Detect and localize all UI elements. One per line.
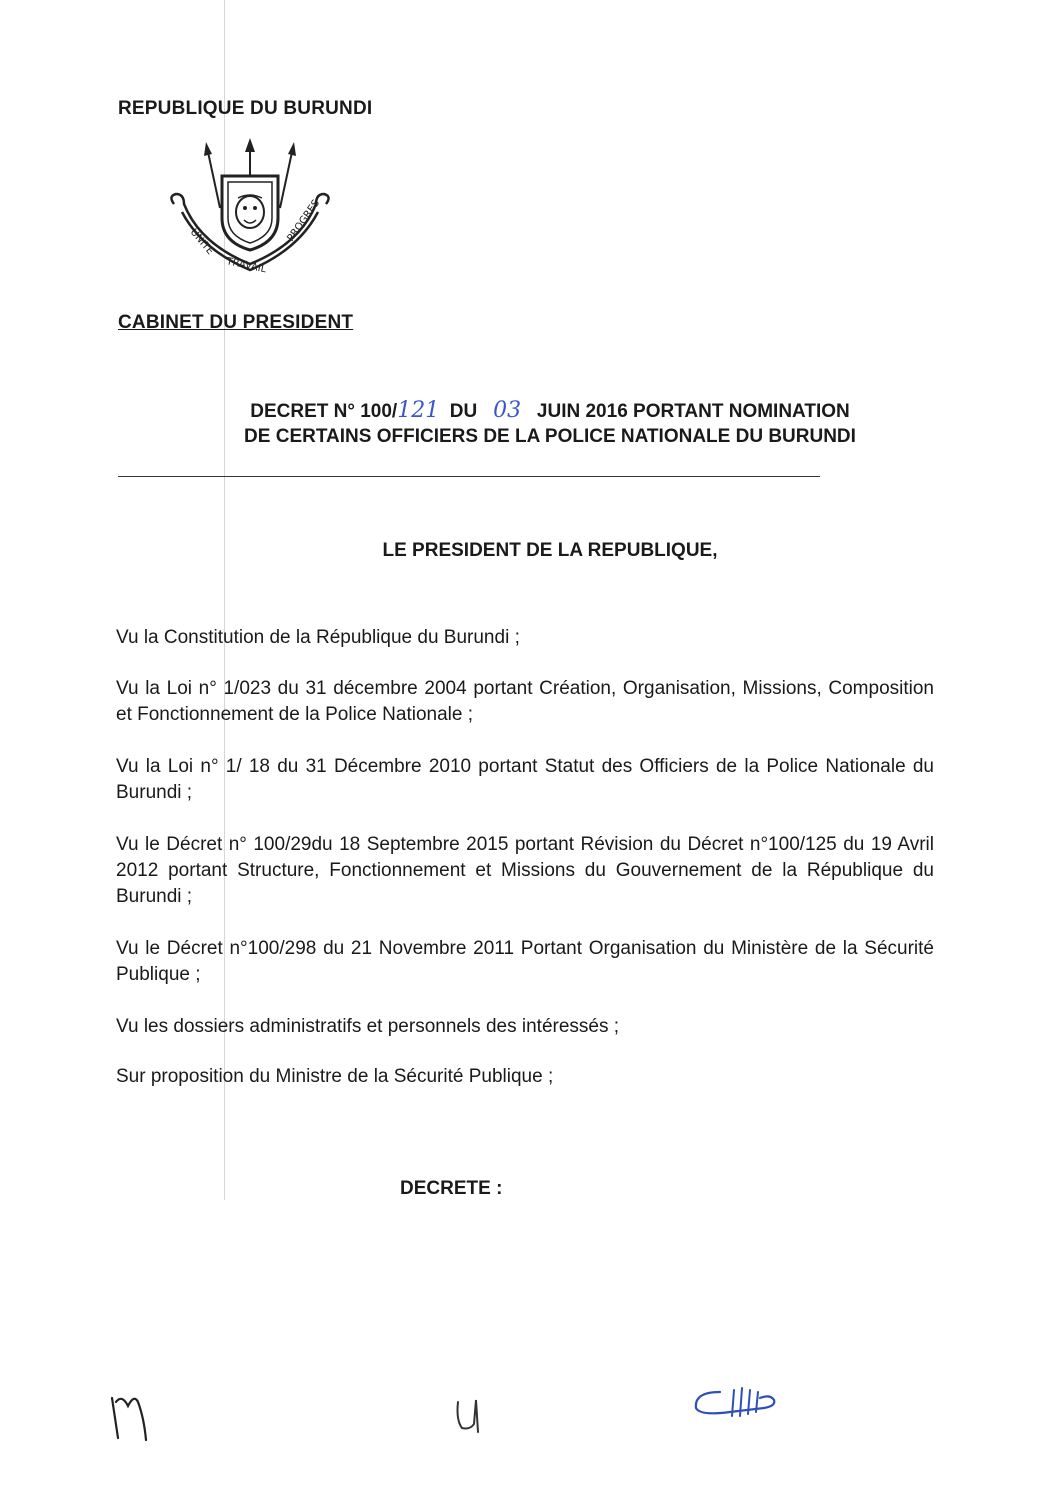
cabinet-header: CABINET DU PRESIDENT bbox=[118, 312, 354, 333]
preamble-paragraph: Vu le Décret n° 100/29du 18 Septembre 2015 portant Révision du Décret n°100/125 du 19 Avril 2012 portant Structure, Fonctionnement et Missions du Gouvernement de la République du Burundi ; bbox=[116, 834, 934, 907]
handwritten-decree-number: 121 bbox=[397, 398, 440, 423]
svg-text:UNITE: UNITE bbox=[187, 226, 216, 258]
burundi-coat-of-arms-icon bbox=[160, 138, 340, 278]
svg-text:TRAVAIL: TRAVAIL bbox=[225, 256, 268, 276]
initial-paraph-middle bbox=[452, 1396, 488, 1436]
preamble-paragraph: Vu la Loi n° 1/023 du 31 décembre 2004 portant Création, Organisation, Missions, Composition et Fonctionnement de la Police Nationale ; bbox=[116, 678, 934, 725]
handwritten-decree-day: 03 bbox=[493, 398, 522, 423]
decree-title-line-1 bbox=[20, 398, 1060, 423]
preamble-paragraph: Sur proposition du Ministre de la Sécurité Publique ; bbox=[116, 1066, 554, 1087]
preamble-paragraph: Vu les dossiers administratifs et personnels des intéressés ; bbox=[116, 1016, 620, 1037]
initial-paraph-left bbox=[108, 1388, 158, 1444]
decree-title-suffix: JUIN 2016 PORTANT NOMINATION bbox=[536, 401, 850, 422]
decree-number-prefix: DECRET N° 100/ bbox=[250, 401, 398, 422]
preamble-paragraph: Vu la Constitution de la République du Burundi ; bbox=[116, 627, 520, 648]
preamble-paragraph: Vu le Décret n°100/298 du 21 Novembre 2011 Portant Organisation du Ministère de la Sécurité Publique ; bbox=[116, 938, 934, 985]
initial-paraph-right bbox=[690, 1382, 780, 1428]
decrete-heading: DECRETE : bbox=[400, 1178, 503, 1199]
decree-du: DU bbox=[449, 401, 478, 422]
decree-title-line-2: DE CERTAINS OFFICIERS DE LA POLICE NATIONALE DU BURUNDI bbox=[244, 426, 856, 447]
preamble-paragraph: Vu la Loi n° 1/ 18 du 31 Décembre 2010 portant Statut des Officiers de la Police Nationale du Burundi ; bbox=[116, 756, 934, 803]
president-heading: LE PRESIDENT DE LA REPUBLIQUE, bbox=[382, 540, 718, 561]
republic-header: REPUBLIQUE DU BURUNDI bbox=[118, 98, 373, 119]
title-divider bbox=[118, 476, 820, 477]
svg-text:PROGRES: PROGRES bbox=[285, 197, 323, 244]
